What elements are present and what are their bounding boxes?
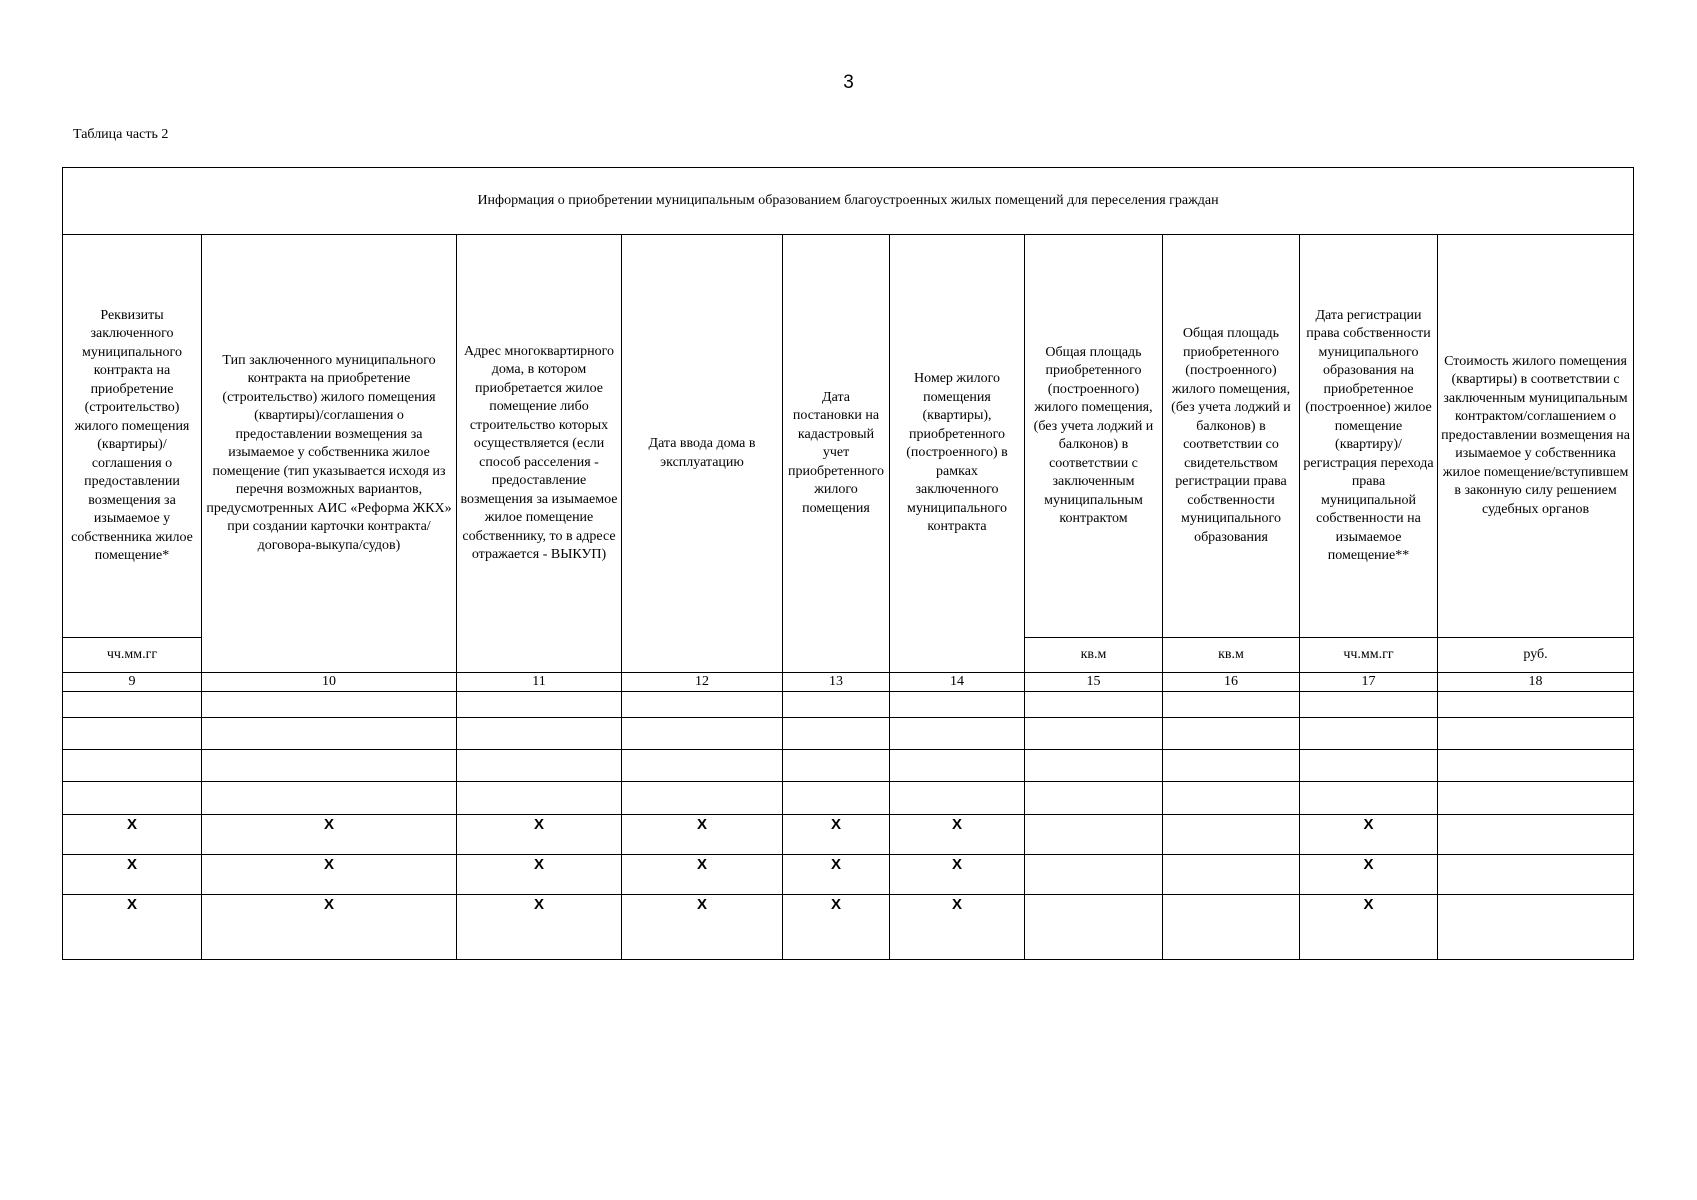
unit-col-9: чч.мм.гг [63,638,202,673]
column-number: 18 [1438,673,1634,692]
header-col-18: Стоимость жилого помещения (квартиры) в соответствии с заключенным муниципальным контрактом/соглашением о предоставлении возмещения на изымаемое у собственника жилое помещение/вступившем в законную силу решением судебных органов [1438,235,1634,638]
table-cell [1300,750,1438,782]
table-cell [1438,718,1634,750]
page-number: 3 [843,72,854,93]
column-number: 15 [1025,673,1163,692]
x-mark: Х [783,855,890,895]
table-cell [63,782,202,815]
acquisition-table [62,167,1634,960]
x-mark: Х [783,895,890,960]
header-col-9: Реквизиты заключенного муниципального контракта на приобретение (строительство) жилого помещения (квартиры)/соглашения о предоставлении возмещения за изымаемое у собственника жилое помещение* [63,235,202,638]
table-row [63,815,1634,855]
column-number: 13 [783,673,890,692]
header-col-16: Общая площадь приобретенного (построенного) жилого помещения, (без учета лоджий и балконов) в соответствии со свидетельством регистрации права собственности муниципального образования [1163,235,1300,638]
x-mark: Х [890,855,1025,895]
table-caption: Таблица часть 2 [73,127,169,142]
table-cell [783,692,890,718]
table-cell [890,782,1025,815]
table-cell [202,692,457,718]
table-cell [890,750,1025,782]
table-cell [1163,782,1300,815]
x-mark: Х [1300,895,1438,960]
table-cell [202,750,457,782]
table-cell [1438,692,1634,718]
header-col-14: Номер жилого помещения (квартиры), приобретенного (построенного) в рамках заключенного муниципального контракта [890,235,1025,673]
x-mark: Х [457,855,622,895]
table-cell [783,782,890,815]
table-cell [1163,815,1300,855]
table-row [63,782,1634,815]
table-cell [783,718,890,750]
table-cell [457,718,622,750]
x-mark: Х [783,815,890,855]
x-mark: Х [202,895,457,960]
table-row [63,692,1634,718]
x-mark: Х [622,855,783,895]
table-cell [1163,692,1300,718]
table-cell [1025,718,1163,750]
table-cell [1025,750,1163,782]
x-mark: Х [890,895,1025,960]
x-mark: Х [1300,855,1438,895]
table-cell [622,782,783,815]
table-row [63,750,1634,782]
table-cell [202,718,457,750]
table-cell [622,718,783,750]
table-cell [1025,895,1163,960]
header-col-10: Тип заключенного муниципального контракта на приобретение (строительство) жилого помещения (квартиры)/соглашения о предоставлении возмещения за изымаемое у собственника жилое помещение (тип указывается исходя из перечня возможных вариантов, предусмотренных АИС «Реформа ЖКХ» при создании карточки контракта/договора-выкупа/судов) [202,235,457,673]
table-cell [1438,782,1634,815]
table-cell [63,718,202,750]
header-col-15: Общая площадь приобретенного (построенного) жилого помещения, (без учета лоджий и балконов) в соответствии с заключенным муниципальным контрактом [1025,235,1163,638]
table-cell [1163,895,1300,960]
table-row [63,718,1634,750]
table-cell [457,782,622,815]
table-cell [63,692,202,718]
x-mark: Х [890,815,1025,855]
unit-col-17: чч.мм.гг [1300,638,1438,673]
table-cell [1438,895,1634,960]
table-cell [1025,782,1163,815]
table-cell [890,718,1025,750]
table-cell [1300,718,1438,750]
header-col-17: Дата регистрации права собственности муниципального образования на приобретенное (построенное) жилое помещение (квартиру)/регистрация перехода права муниципальной собственности на изымаемое помещение** [1300,235,1438,638]
x-mark: Х [63,895,202,960]
x-mark: Х [622,815,783,855]
header-col-13: Дата постановки на кадастровый учет приобретенного жилого помещения [783,235,890,673]
table-cell [1438,750,1634,782]
table-cell [1438,855,1634,895]
column-number: 10 [202,673,457,692]
table-cell [202,782,457,815]
table-cell [890,692,1025,718]
table-cell [1300,782,1438,815]
table-cell [457,750,622,782]
table-cell [1025,692,1163,718]
x-mark: Х [63,855,202,895]
table-cell [1163,750,1300,782]
table-cell [1025,815,1163,855]
table-cell [1163,718,1300,750]
x-mark: Х [622,895,783,960]
table-cell [783,750,890,782]
table-row [63,895,1634,960]
table-cell [1025,855,1163,895]
unit-col-16: кв.м [1163,638,1300,673]
table-cell [457,692,622,718]
x-mark: Х [1300,815,1438,855]
column-number: 9 [63,673,202,692]
table-info-title: Информация о приобретении муниципальным образованием благоустроенных жилых помещений для переселения граждан [63,168,1634,235]
table-cell [1438,815,1634,855]
table-cell [1300,692,1438,718]
unit-col-15: кв.м [1025,638,1163,673]
unit-col-18: руб. [1438,638,1634,673]
column-number: 11 [457,673,622,692]
column-number: 12 [622,673,783,692]
x-mark: Х [202,855,457,895]
column-numbers-row [63,673,1634,692]
table-cell [63,750,202,782]
x-mark: Х [457,895,622,960]
x-mark: Х [63,815,202,855]
header-col-11: Адрес многоквартирного дома, в котором приобретается жилое помещение либо строительство которых осуществляется (если способ расселения - предоставление возмещения за изымаемое жилое помещение собственнику, то в адресе отражается - ВЫКУП) [457,235,622,673]
x-mark: Х [202,815,457,855]
column-number: 17 [1300,673,1438,692]
header-row [63,235,1634,638]
header-col-12: Дата ввода дома в эксплуатацию [622,235,783,673]
table-cell [622,750,783,782]
table-cell [622,692,783,718]
column-number: 14 [890,673,1025,692]
table-cell [1163,855,1300,895]
column-number: 16 [1163,673,1300,692]
x-mark: Х [457,815,622,855]
table-row [63,855,1634,895]
